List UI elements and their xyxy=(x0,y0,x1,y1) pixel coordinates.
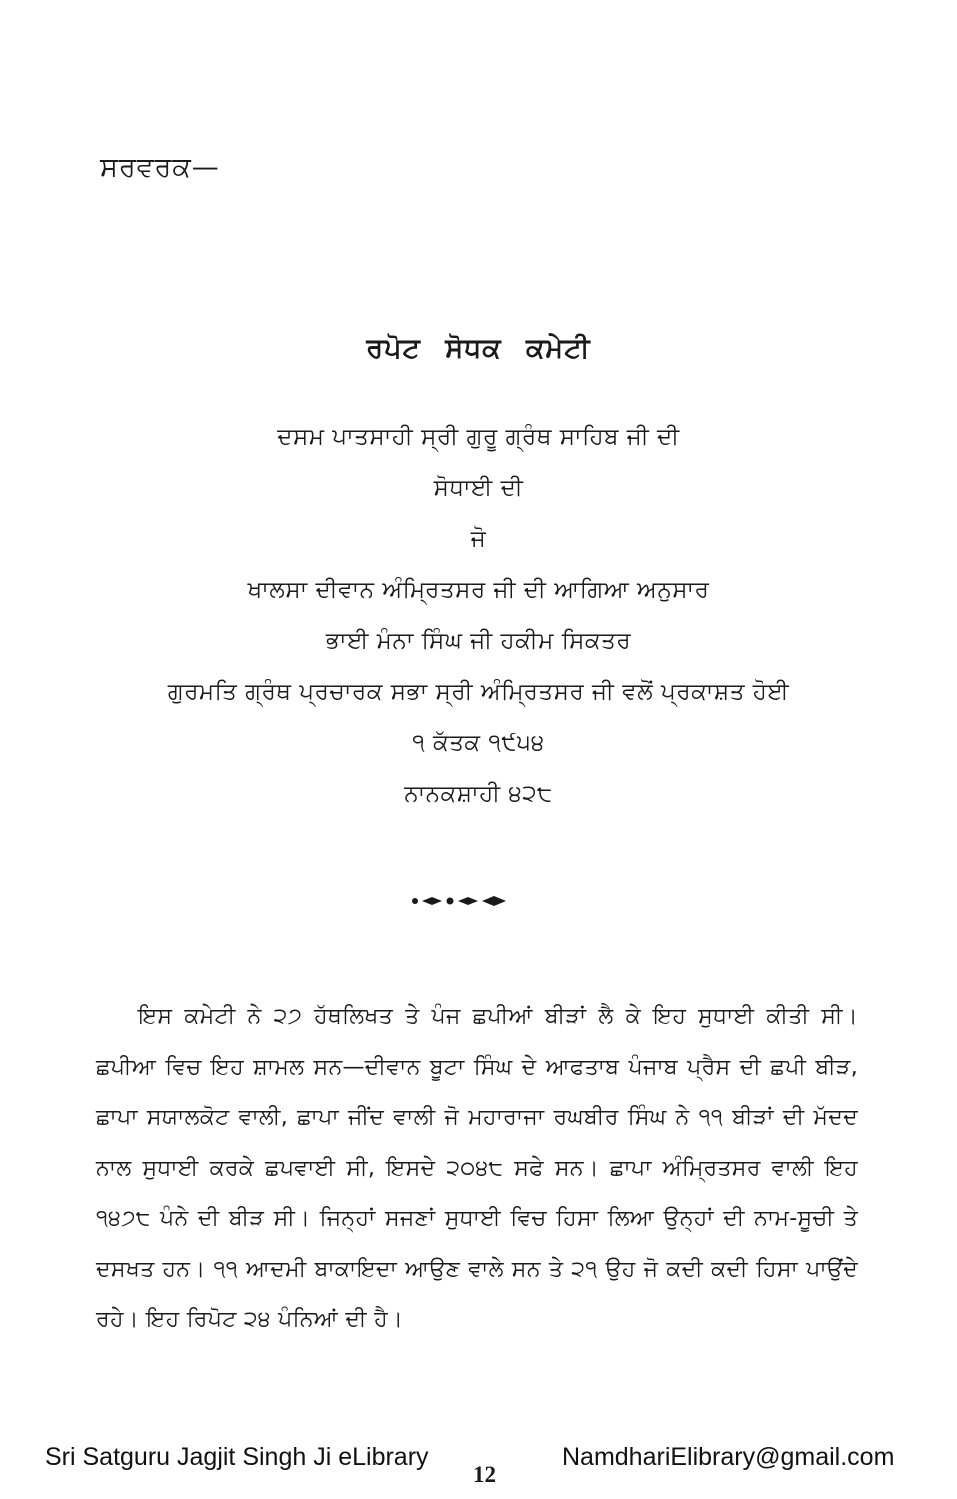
document-title: ਰਪੋਟ ਸੋਧਕ ਕਮੇਟੀ xyxy=(366,333,591,364)
title-block xyxy=(0,412,957,820)
ornamental-divider-icon xyxy=(410,893,510,909)
footer-email: NamdhariElibrary@gmail.com xyxy=(562,1443,895,1471)
subtitle-line: ਦਸਮ ਪਾਤਸਾਹੀ ਸ੍ਰੀ ਗੁਰੂ ਗ੍ਰੰਥ ਸਾਹਿਬ ਜੀ ਦੀ xyxy=(277,424,680,450)
page-number: 12 xyxy=(473,1462,496,1487)
date-line: ੧ ਕੱਤਕ ੧੯੫੪ xyxy=(412,730,545,756)
section-label: ਸਰਵਰਕ— xyxy=(100,152,220,183)
subtitle-line: ਸੋਧਾਈ ਦੀ xyxy=(433,475,524,501)
footer-library-name: Sri Satguru Jagjit Singh Ji eLibrary xyxy=(45,1443,429,1471)
body-paragraph: ਇਸ ਕਮੇਟੀ ਨੇ ੨੭ ਹੱਥਲਿਖਤ ਤੇ ਪੰਜ ਛਪੀਆਂ ਬੀੜਾਂ ਲੈ ਕੇ ਇਹ ਸੁਧਾਈ ਕੀਤੀ ਸੀ। ਛਪੀਆ ਵਿਚ ਇਹ ਸ਼ਾਮਲ ਸਨ—ਦੀਵਾਨ ਬੂਟਾ ਸਿੰਘ ਦੇ ਆਫਤਾਬ ਪੰਜਾਬ ਪ੍ਰੈਸ ਦੀ ਛਪੀ ਬੀੜ, ਛਾਪਾ ਸਯਾਲਕੋਟ ਵਾਲੀ, ਛਾਪਾ ਜੀਂਦ ਵਾਲੀ ਜੋ ਮਹਾਰਾਜਾ ਰਘਬੀਰ ਸਿੰਘ ਨੇ ੧੧ ਬੀੜਾਂ ਦੀ ਮੱਦਦ ਨਾਲ ਸੁਧਾਈ ਕਰਕੇ ਛਪਵਾਈ ਸੀ, ਇਸਦੇ ੨੦੪੮ ਸਫੇ ਸਨ। ਛਾਪਾ ਅੰਮ੍ਰਿਤਸਰ ਵਾਲੀ ਇਹ ੧੪੭੮ ਪੰਨੇ ਦੀ ਬੀੜ ਸੀ। ਜਿਨ੍ਹਾਂ ਸਜਣਾਂ ਸੁਧਾਈ ਵਿਚ ਹਿਸਾ ਲਿਆ ਉਨ੍ਹਾਂ ਦੀ ਨਾਮ-ਸੂਚੀ ਤੇ ਦਸਖਤ ਹਨ। ੧੧ ਆਦਮੀ ਬਾਕਾਇਦਾ ਆਉਣ ਵਾਲੇ ਸਨ ਤੇ ੨੧ ਉਹ ਜੋ ਕਦੀ ਕਦੀ ਹਿਸਾ ਪਾਉਂਦੇ ਰਹੇ। ਇਹ ਰਿਪੋਟ ੨੪ ਪੰਨਿਆਂ ਦੀ ਹੈ। xyxy=(96,1004,858,1332)
subtitle-line: ਗੁਰਮਤਿ ਗ੍ਰੰਥ ਪ੍ਰਚਾਰਕ ਸਭਾ ਸ੍ਰੀ ਅੰਮ੍ਰਿਤਸਰ ਜੀ ਵਲੋਂ ਪ੍ਰਕਾਸ਼ਤ ਹੋਈ xyxy=(167,679,790,705)
subtitle-line: ਭਾਈ ਮੰਨਾ ਸਿੰਘ ਜੀ ਹਕੀਮ ਸਿਕਤਰ xyxy=(325,628,632,654)
subtitle-line: ਜੋ xyxy=(470,526,487,552)
nanakshahi-line: ਨਾਨਕਸ਼ਾਹੀ ੪੨੮ xyxy=(404,781,553,807)
subtitle-line: ਖਾਲਸਾ ਦੀਵਾਨ ਅੰਮ੍ਰਿਤਸਰ ਜੀ ਦੀ ਆਗਿਆ ਅਨੁਸਾਰ xyxy=(247,577,710,603)
